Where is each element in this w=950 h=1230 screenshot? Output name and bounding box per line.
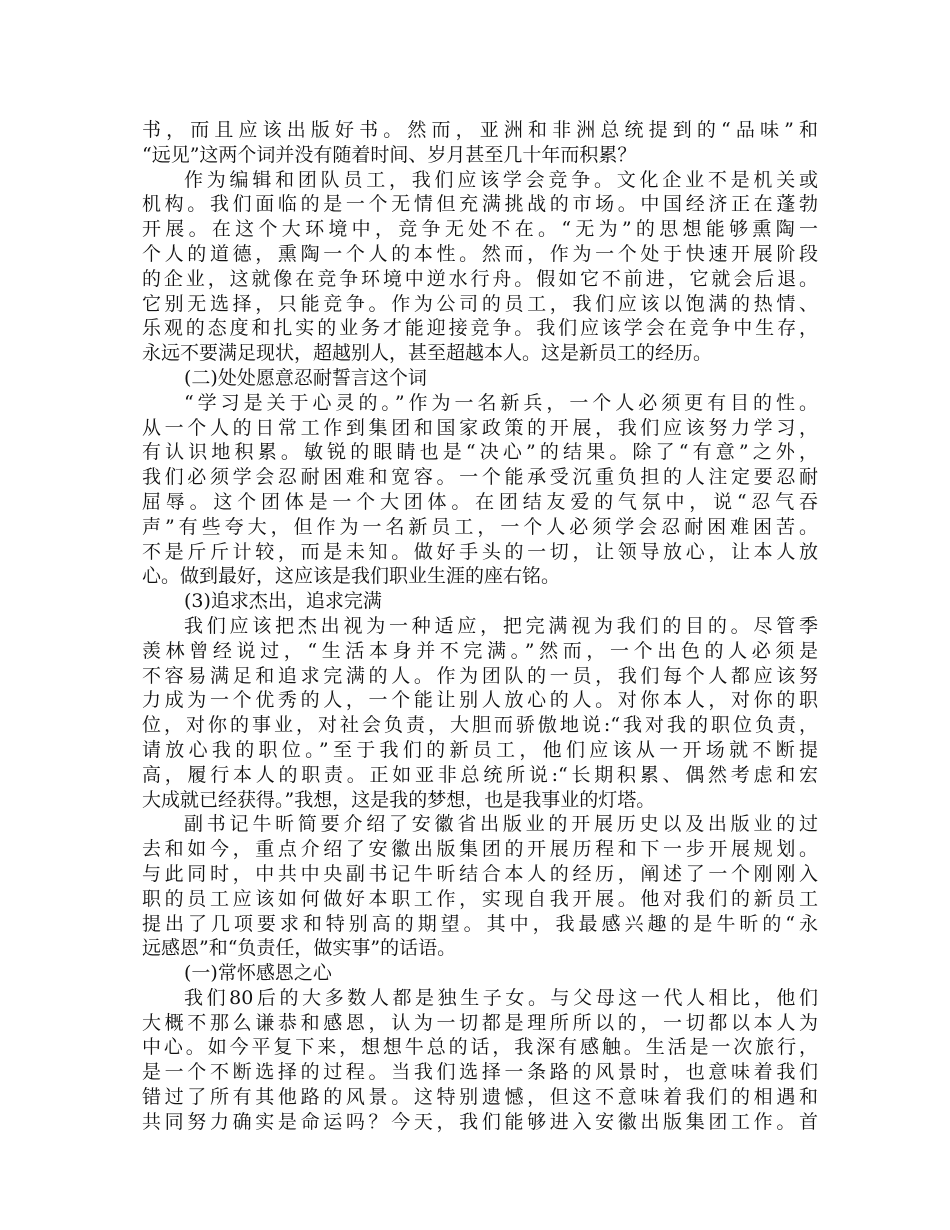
text-line: 副书记牛昕简要介绍了安徽省出版业的开展历史以及出版业的过: [184, 813, 818, 836]
text-line: 乐观的态度和扎实的业务才能迎接竞争。我们应该学会在竞争中生存，: [142, 317, 818, 340]
text-line: “远见”这两个词并没有随着时间、岁月甚至几十年而积累？: [142, 143, 637, 166]
document-body: [142, 118, 818, 1135]
text-line: 位，对你的事业，对社会负责，大胆而骄傲地说:“我对我的职位负责，: [142, 714, 818, 737]
text-line: 屈辱。这个团体是一个大团体。在团结友爱的气氛中，说“忍气吞: [142, 490, 818, 513]
text-line: (二)处处愿意忍耐誓言这个词: [184, 366, 427, 389]
text-line: 中心。如今平复下来，想想牛总的话，我深有感触。生活是一次旅行，: [142, 1036, 818, 1059]
text-line: 错过了所有其他路的风景。这特别遗憾，但这不意味着我们的相遇和: [142, 1086, 818, 1109]
text-line: 开展。在这个大环境中，竞争无处不在。“无为”的思想能够熏陶一: [142, 218, 818, 241]
text-line: 羡林曾经说过，“生活本身并不完满。”然而，一个出色的人必须是: [142, 639, 818, 662]
text-line: 个人的道德，熏陶一个人的本性。然而，作为一个处于快速开展阶段: [142, 242, 818, 265]
text-line: 它别无选择，只能竞争。作为公司的员工，我们应该以饱满的热情、: [142, 292, 818, 315]
text-line: 不是斤斤计较，而是未知。做好手头的一切，让领导放心，让本人放: [142, 540, 818, 563]
text-line: 我们必须学会忍耐困难和宽容。一个能承受沉重负担的人注定要忍耐: [142, 466, 818, 489]
text-line: 声”有些夸大，但作为一名新员工，一个人必须学会忍耐困难困苦。: [142, 515, 818, 538]
text-line: (一)常怀感恩之心: [184, 962, 332, 985]
text-line: 我们应该把杰出视为一种适应，把完满视为我们的目的。尽管季: [184, 614, 818, 637]
text-line: 从一个人的日常工作到集团和国家政策的开展，我们应该努力学习，: [142, 416, 818, 439]
text-line: 去和如今，重点介绍了安徽出版集团的开展历程和下一步开展规划。: [142, 838, 818, 861]
text-line: 高，履行本人的职责。正如亚非总统所说:“长期积累、偶然考虑和宏: [142, 763, 818, 786]
text-line: 大成就已经获得。”我想，这是我的梦想，也是我事业的灯塔。: [142, 788, 656, 811]
text-line: 是一个不断选择的过程。当我们选择一条路的风景时，也意味着我们: [142, 1061, 818, 1084]
text-line: 我们80后的大多数人都是独生子女。与父母这一代人相比，他们: [184, 986, 818, 1009]
text-line: (3)追求杰出，追求完满: [184, 590, 382, 613]
text-line: 提出了几项要求和特别高的期望。其中，我最感兴趣的是牛昕的“永: [142, 912, 818, 935]
text-line: 不容易满足和追求完满的人。作为团队的一员，我们每个人都应该努: [142, 664, 818, 687]
text-line: 大概不那么谦恭和感恩，认为一切都是理所所以的，一切都以本人为: [142, 1011, 818, 1034]
text-line: 永远不要满足现状，超越别人，甚至超越本人。这是新员工的经历。: [142, 342, 713, 365]
text-line: 书，而且应该出版好书。然而，亚洲和非洲总统提到的“品味”和: [142, 119, 818, 141]
text-line: 有认识地积累。敏锐的眼睛也是“决心”的结果。除了“有意”之外，: [142, 441, 818, 464]
text-line: 远感恩”和“负责任，做实事”的话语。: [142, 937, 457, 960]
text-line: 力成为一个优秀的人，一个能让别人放心的人。对你本人，对你的职: [142, 689, 818, 712]
text-line: 共同努力确实是命运吗？今天，我们能够进入安徽出版集团工作。首: [142, 1110, 818, 1133]
text-line: 请放心我的职位。”至于我们的新员工，他们应该从一开场就不断提: [142, 738, 818, 761]
text-line: 作为编辑和团队员工，我们应该学会竞争。文化企业不是机关或: [184, 168, 818, 191]
text-line: 心。做到最好，这应该是我们职业生涯的座右铭。: [142, 565, 561, 588]
text-line: “学习是关于心灵的。”作为一名新兵，一个人必须更有目的性。: [184, 391, 818, 414]
text-line: 的企业，这就像在竞争环境中逆水行舟。假如它不前进，它就会后退。: [142, 267, 818, 290]
text-line: 职的员工应该如何做好本职工作，实现自我开展。他对我们的新员工: [142, 887, 818, 910]
text-line: 机构。我们面临的是一个无情但充满挑战的市场。中国经济正在蓬勃: [142, 193, 818, 216]
text-line: 与此同时，中共中央副书记牛昕结合本人的经历，阐述了一个刚刚入: [142, 862, 818, 885]
